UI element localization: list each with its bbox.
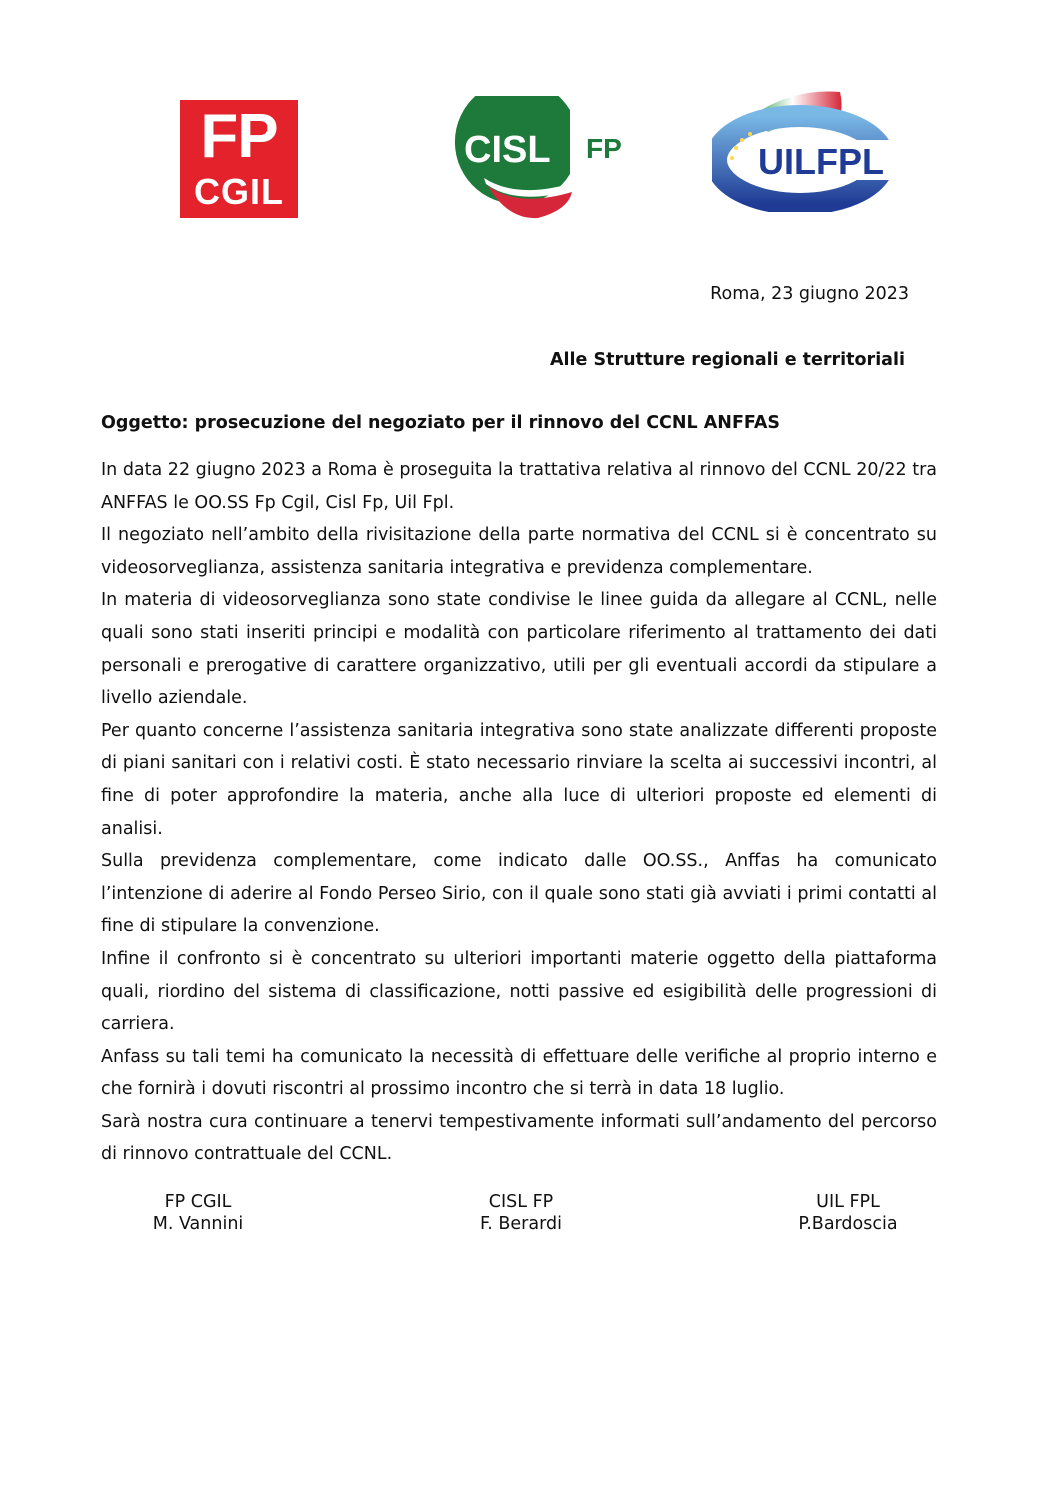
signature-org: UIL FPL	[816, 1192, 880, 1212]
cisl-logo-text: CISL	[464, 129, 551, 171]
fp-cgil-logo-line1: FP	[200, 102, 278, 171]
recipient: Alle Strutture regionali e territoriali	[549, 350, 905, 370]
paragraph: In materia di videosorveglianza sono state condivise le linee guida da allegare al CCNL, nelle quali sono stati inseriti principi e modalità con particolare riferimento al trattamento dei dati personali e prerogative di carattere organizzativo, utili per gli eventuali accordi da stipulare a livello aziendale.	[101, 590, 937, 709]
signature-uil-fpl	[748, 1191, 948, 1235]
signature-name: F. Berardi	[480, 1214, 562, 1234]
paragraph: Sulla previdenza complementare, come indicato dalle OO.SS., Anffas ha comunicato l’intenzione di aderire al Fondo Perseo Sirio, con il quale sono stati già avviati i primi contatti al fine di stipulare la convenzione.	[101, 851, 937, 937]
signature-org: FP CGIL	[164, 1192, 232, 1212]
paragraph: Anfass su tali temi ha comunicato la necessità di effettuare delle verifiche al proprio interno e che fornirà i dovuti riscontri al prossimo incontro che si terrà in data 18 luglio.	[101, 1046, 937, 1100]
paragraph: Il negoziato nell’ambito della rivisitazione della parte normativa del CCNL si è concentrato su videosorveglianza, assistenza sanitaria integrativa e previdenza complementare.	[101, 525, 937, 578]
uil-fpl-logo	[712, 88, 912, 212]
signature-org: CISL FP	[488, 1192, 554, 1212]
paragraph: Sarà nostra cura continuare a tenervi tempestivamente informati sull’andamento del percorso di rinnovo contrattuale del CCNL.	[101, 1111, 937, 1165]
uil-logo-text: UILFPL	[758, 141, 884, 182]
paragraph: Per quanto concerne l’assistenza sanitaria integrativa sono state analizzate differenti proposte di piani sanitari con i relativi costi. È stato necessario rinviare la scelta ai successivi incontri, al fine di poter approfondire la materia, anche alla luce di ulteriori proposte ed elementi di analisi.	[101, 720, 937, 839]
fp-cgil-logo	[180, 100, 298, 218]
subject-line: Oggetto: prosecuzione del negoziato per il rinnovo del CCNL ANFFAS	[101, 413, 781, 433]
signature-name: P.Bardoscia	[798, 1214, 898, 1234]
letter-body	[101, 454, 937, 1171]
cisl-fp-logo	[452, 96, 637, 222]
fp-cgil-logo-line2: CGIL	[194, 171, 284, 212]
cisl-logo-fp-text: FP	[586, 133, 622, 164]
letter-date: Roma, 23 giugno 2023	[710, 284, 909, 304]
signature-fp-cgil	[98, 1191, 298, 1235]
paragraph: In data 22 giugno 2023 a Roma è proseguita la trattativa relativa al rinnovo del CCNL 20/22 tra ANFFAS le OO.SS Fp Cgil, Cisl Fp, Uil Fpl.	[101, 460, 937, 513]
signature-cisl-fp	[421, 1191, 621, 1235]
signature-name: M. Vannini	[152, 1214, 244, 1234]
paragraph: Infine il confronto si è concentrato su ulteriori importanti materie oggetto della piattaforma quali, riordino del sistema di classificazione, notti passive ed esigibilità delle progressioni di carriera.	[101, 948, 937, 1035]
